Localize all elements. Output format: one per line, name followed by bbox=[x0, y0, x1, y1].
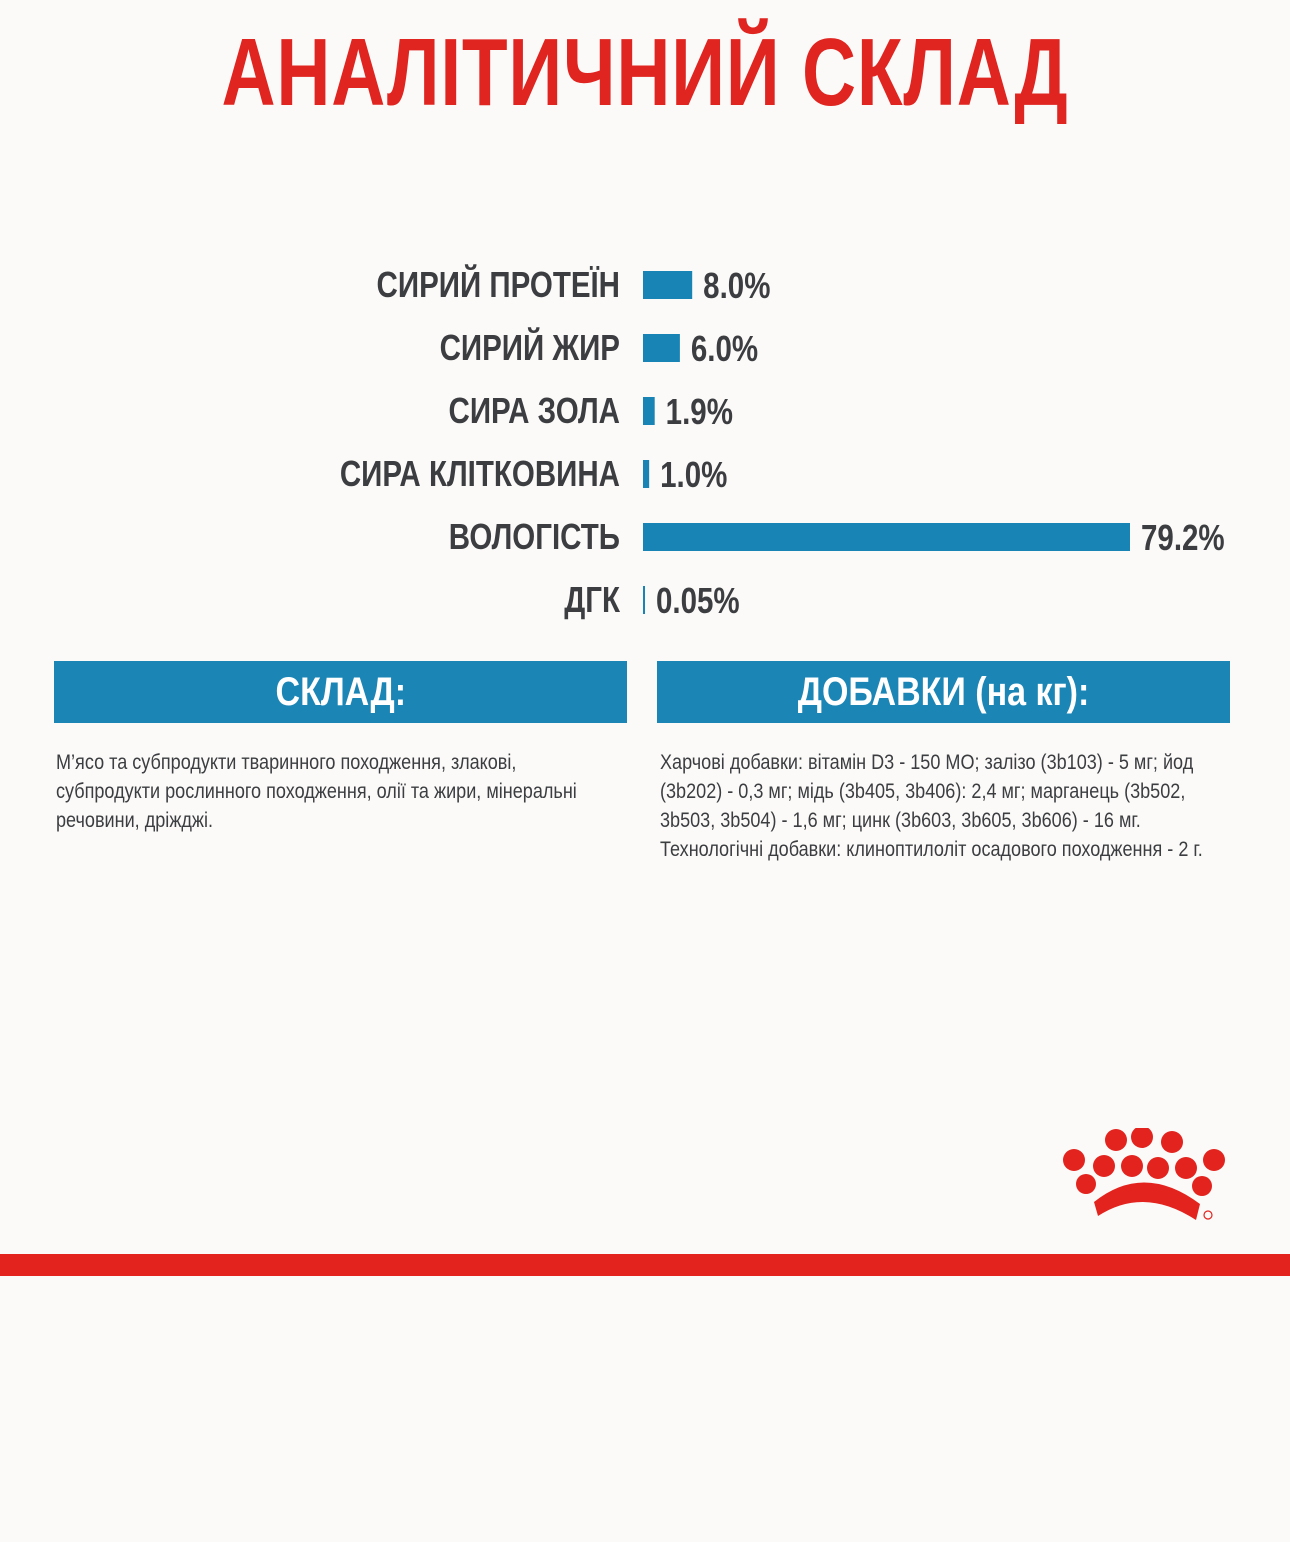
additives-header-label: ДОБАВКИ (на кг): bbox=[797, 669, 1090, 714]
composition-header bbox=[54, 661, 627, 723]
category-label: СИРА КЛІТКОВИНА bbox=[339, 453, 620, 494]
footer-red-band bbox=[0, 1254, 1290, 1276]
bar bbox=[643, 334, 680, 362]
category-label: ВОЛОГІСТЬ bbox=[448, 516, 620, 557]
value-label: 6.0% bbox=[690, 328, 759, 369]
registered-mark bbox=[1204, 1211, 1212, 1219]
category-label: ДГК bbox=[564, 579, 620, 620]
bar bbox=[643, 523, 1130, 551]
bar bbox=[643, 586, 645, 614]
nutrient-bar-chart bbox=[0, 250, 1290, 630]
value-label: 0.05% bbox=[656, 580, 740, 621]
additives-header bbox=[657, 661, 1230, 723]
value-label: 1.0% bbox=[660, 454, 728, 495]
value-label: 79.2% bbox=[1141, 517, 1225, 558]
crown-arc bbox=[1094, 1182, 1200, 1220]
category-label: СИРИЙ ЖИР bbox=[439, 327, 620, 368]
bar bbox=[643, 271, 692, 299]
category-label: СИРИЙ ПРОТЕЇН bbox=[376, 264, 620, 305]
bar bbox=[643, 397, 655, 425]
composition-text: М’ясо та субпродукти тваринного походження, злакові, субпродукти рослинного походження, олії та жири, мінеральні речовини, дріжджі. bbox=[56, 751, 577, 832]
bar bbox=[643, 460, 649, 488]
value-label: 1.9% bbox=[665, 391, 733, 432]
value-label: 8.0% bbox=[703, 265, 771, 306]
page-title: АНАЛІТИЧНИЙ СКЛАД bbox=[221, 19, 1069, 126]
additives-text: Харчові добавки: вітамін D3 - 150 МО; залізо (3b103) - 5 мг; йод (3b202) - 0,3 мг; мідь (3b405, 3b406): 2,4 мг; марганець (3b502, 3b503, 3b504) - 1,6 мг; цинк (3b603, 3b605, 3b606) - 16 мг. Технологічні добавки: клиноптилоліт осадового походження - 2 г. bbox=[660, 751, 1203, 861]
category-label: СИРА ЗОЛА bbox=[448, 390, 620, 431]
composition-header-label: СКЛАД: bbox=[275, 669, 406, 714]
crown-icon bbox=[1058, 1128, 1238, 1228]
